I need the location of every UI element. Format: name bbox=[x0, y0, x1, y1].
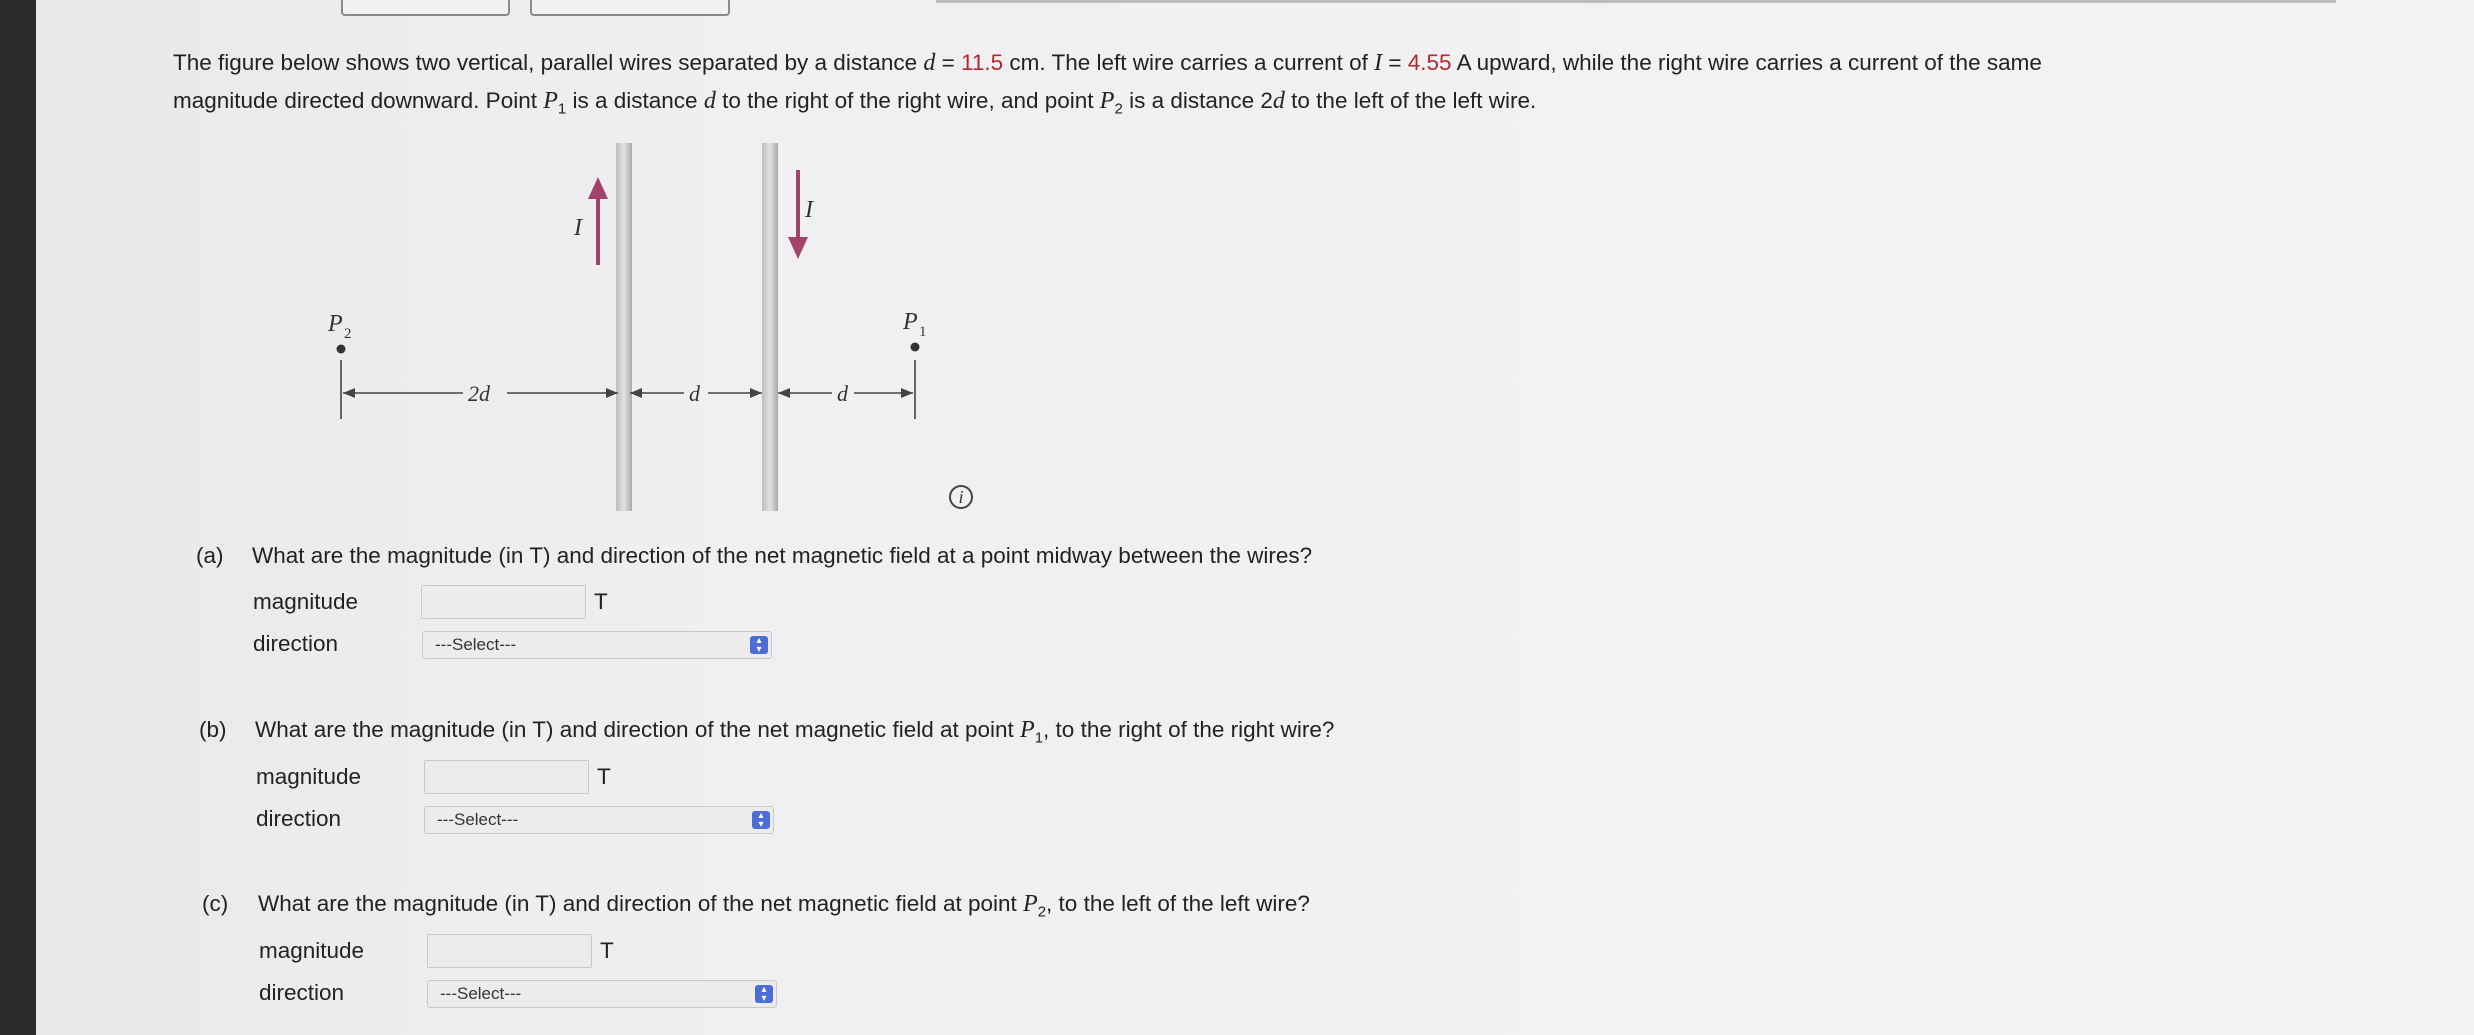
label-p2-sub: 2 bbox=[344, 326, 352, 342]
label-p2: P bbox=[328, 311, 343, 337]
d-value: 11.5 bbox=[961, 50, 1004, 75]
part-a-direction-label: direction bbox=[253, 631, 339, 656]
wires-figure bbox=[300, 135, 1000, 520]
part-a-magnitude-input[interactable] bbox=[421, 585, 586, 619]
part-a-question: (a) What are the magnitude (in T) and direction of the net magnetic field at a point midway between the wires? bbox=[196, 543, 1313, 568]
point-p2-dot bbox=[337, 345, 346, 354]
problem-statement bbox=[173, 44, 2393, 129]
part-b-direction-select[interactable]: ---Select--- ▴ ▾ bbox=[424, 806, 774, 834]
part-a-direction-select[interactable]: ---Select--- ▴ ▾ bbox=[422, 631, 772, 659]
dim-label-d2: d bbox=[837, 381, 848, 406]
part-c-direction-label: direction bbox=[259, 980, 345, 1005]
top-tab-button[interactable] bbox=[530, 0, 730, 16]
top-divider bbox=[936, 0, 2336, 3]
current-label-right: I bbox=[805, 197, 813, 223]
select-chevron-icon: ▴ ▾ bbox=[752, 811, 770, 829]
current-label-left: I bbox=[574, 215, 582, 241]
part-a-magnitude-label: magnitude bbox=[253, 589, 359, 614]
top-tab-button[interactable] bbox=[341, 0, 510, 16]
part-a-unit: T bbox=[594, 589, 608, 614]
statement-line-1: The figure below shows two vertical, parallel wires separated by a distance d = 11.5 cm. The left wire carries a current of I = 4.55 A upward, while the right wire carries a current of the same bbox=[173, 50, 2042, 76]
i-value: 4.55 bbox=[1407, 50, 1452, 75]
part-c-magnitude-input[interactable] bbox=[427, 934, 592, 968]
label-p1: P bbox=[903, 309, 918, 335]
window-left-edge bbox=[0, 0, 36, 1035]
point-p1-dot bbox=[911, 343, 920, 352]
part-b-question: (b) What are the magnitude (in T) and direction of the net magnetic field at point $P_1$, to the right of the right wire? bbox=[199, 717, 1335, 747]
part-b-magnitude-label: magnitude bbox=[256, 764, 362, 789]
label-p1-sub: 1 bbox=[919, 324, 927, 340]
part-b-magnitude-input[interactable] bbox=[424, 760, 589, 794]
part-c-question: (c) What are the magnitude (in T) and direction of the net magnetic field at point $P_2$, to the left of the left wire? bbox=[202, 891, 1310, 921]
statement-line-2: magnitude directed downward. Point $P_1$ is a distance d to the right of the right wire, and point $P_2$ is a distance 2d to the left of the left wire. bbox=[173, 88, 1537, 118]
info-icon[interactable]: i bbox=[949, 485, 973, 509]
part-c-unit: T bbox=[600, 938, 614, 963]
dim-label-d1: d bbox=[689, 381, 700, 406]
part-b-unit: T bbox=[597, 764, 611, 789]
part-c-direction-select[interactable]: ---Select--- ▴ ▾ bbox=[427, 980, 777, 1008]
dim-label-2d: 2d bbox=[468, 381, 490, 406]
left-wire bbox=[616, 143, 632, 511]
part-b-direction-label: direction bbox=[256, 806, 342, 831]
right-wire bbox=[762, 143, 778, 511]
up-arrow-icon bbox=[588, 177, 608, 265]
part-c-magnitude-label: magnitude bbox=[259, 938, 365, 963]
select-chevron-icon: ▴ ▾ bbox=[755, 985, 773, 1003]
select-chevron-icon: ▴ ▾ bbox=[750, 636, 768, 654]
